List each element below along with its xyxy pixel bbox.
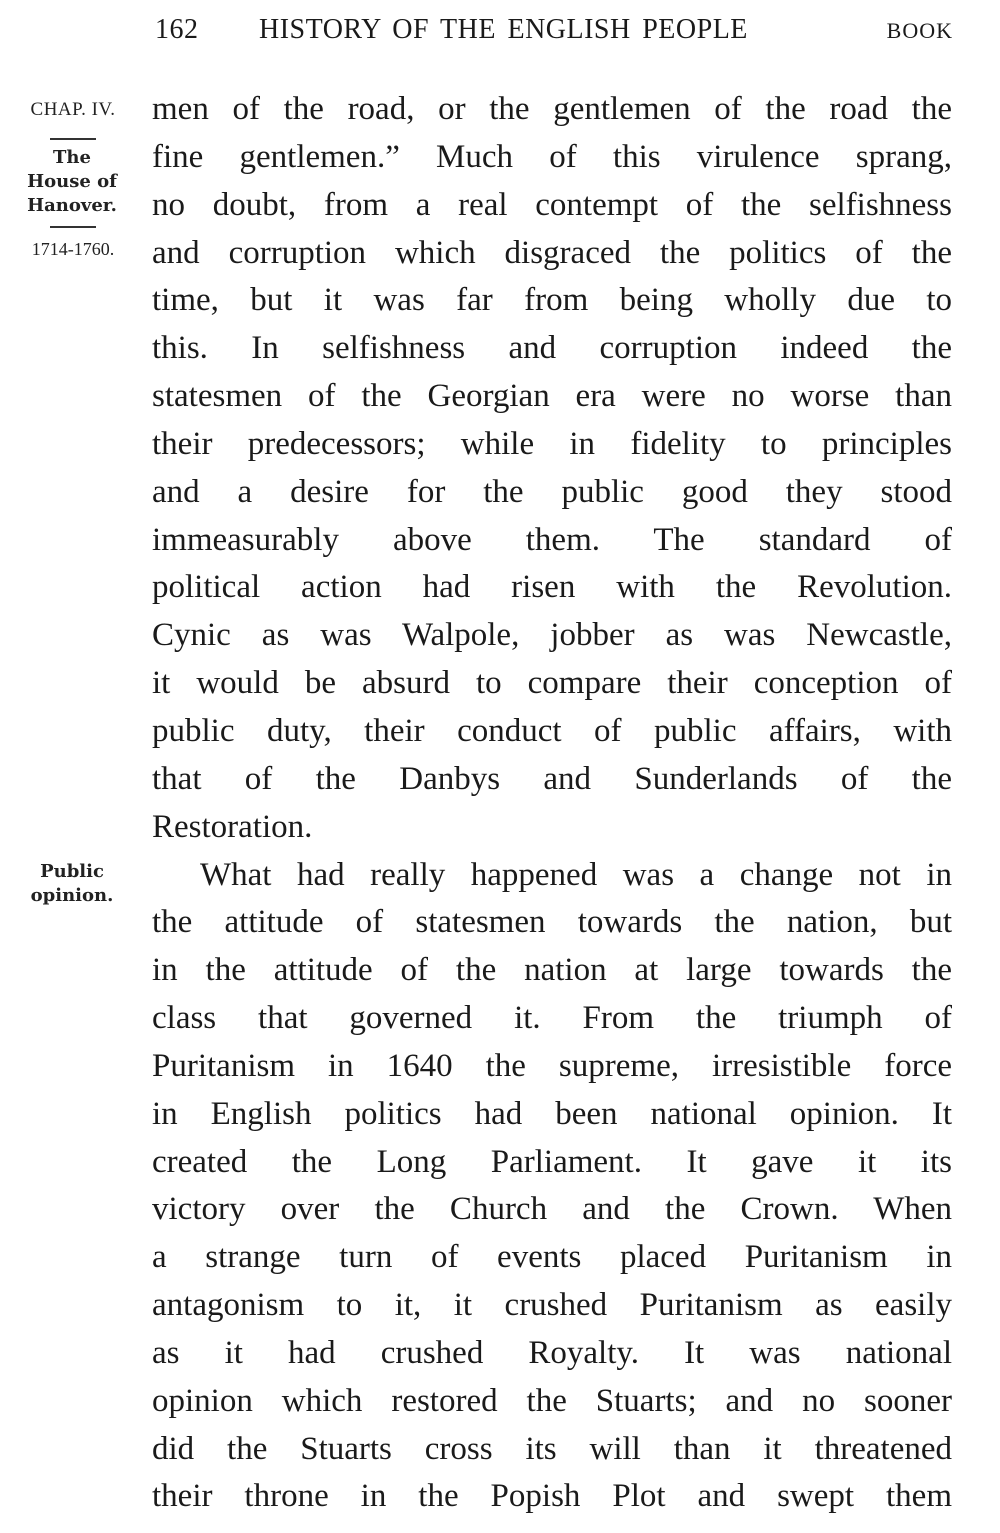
text-line: fine gentlemen.” Much of this virulence sprang, <box>152 138 952 175</box>
text-line: did the Stuarts cross its will than it threatened <box>152 1430 952 1467</box>
running-head <box>155 14 955 54</box>
text-line: Puritanism in 1640 the supreme, irresistible force <box>152 1047 952 1084</box>
text-line: no doubt, from a real contempt of the selfishness <box>152 186 952 223</box>
text-line: as it had crushed Royalty. It was national <box>152 1334 952 1371</box>
margin-rule <box>50 138 96 140</box>
text-line: class that governed it. From the triumph of <box>152 1000 952 1037</box>
text-line: men of the road, or the gentlemen of the road the <box>152 91 952 127</box>
margin-topic-line: House of <box>27 171 117 192</box>
text-line: and corruption which disgraced the politics of the <box>152 234 952 271</box>
text-line: and a desire for the public good they stood <box>152 473 952 510</box>
margin-topic-line: The <box>53 147 91 168</box>
text-line: in English politics had been national opinion. It <box>152 1095 952 1132</box>
text-line: their throne in the Popish Plot and swept them <box>152 1478 952 1515</box>
text-line: it would be absurd to compare their conception of <box>152 665 952 702</box>
page-number: 162 <box>155 14 199 45</box>
chapter-label: CHAP. IV. <box>30 99 116 120</box>
running-title: HISTORY OF THE ENGLISH PEOPLE <box>259 14 748 45</box>
text-line: their predecessors; while in fidelity to principles <box>152 425 952 462</box>
margin-topic-line: Hanover. <box>27 195 117 216</box>
text-line: created the Long Parliament. It gave it its <box>152 1143 952 1180</box>
margin-topic <box>12 146 132 218</box>
text-line: antagonism to it, it crushed Puritanism as easily <box>152 1287 952 1324</box>
text-line: political action had risen with the Revolution. <box>152 569 952 606</box>
margin-sidenote-line: opinion. <box>30 885 114 906</box>
text-line: opinion which restored the Stuarts; and no sooner <box>152 1382 952 1419</box>
text-line: Restoration. <box>152 808 313 845</box>
text-line: immeasurably above them. The standard of <box>152 521 952 558</box>
text-line: public duty, their conduct of public affairs, with <box>152 712 952 749</box>
text-line: What had really happened was a change not in <box>200 856 952 893</box>
margin-years: 1714-1760. <box>31 239 115 259</box>
text-line: in the attitude of the nation at large towards the <box>152 952 952 989</box>
text-line: the attitude of statesmen towards the nation, but <box>152 904 952 941</box>
text-line: statesmen of the Georgian era were no worse than <box>152 378 952 415</box>
margin-sidenote <box>12 860 132 908</box>
text-line: Cynic as was Walpole, jobber as was Newcastle, <box>152 617 952 654</box>
text-line: victory over the Church and the Crown. When <box>152 1191 952 1228</box>
margin-rule <box>50 226 96 228</box>
book-label: BOOK <box>886 18 953 43</box>
text-line: this. In selfishness and corruption indeed the <box>152 330 952 367</box>
margin-sidenote-line: Public <box>40 861 104 882</box>
text-line: a strange turn of events placed Puritanism in <box>152 1239 952 1276</box>
body-text <box>152 86 952 1521</box>
text-line: that of the Danbys and Sunderlands of the <box>152 760 952 797</box>
text-line: time, but it was far from being wholly due to <box>152 282 952 319</box>
